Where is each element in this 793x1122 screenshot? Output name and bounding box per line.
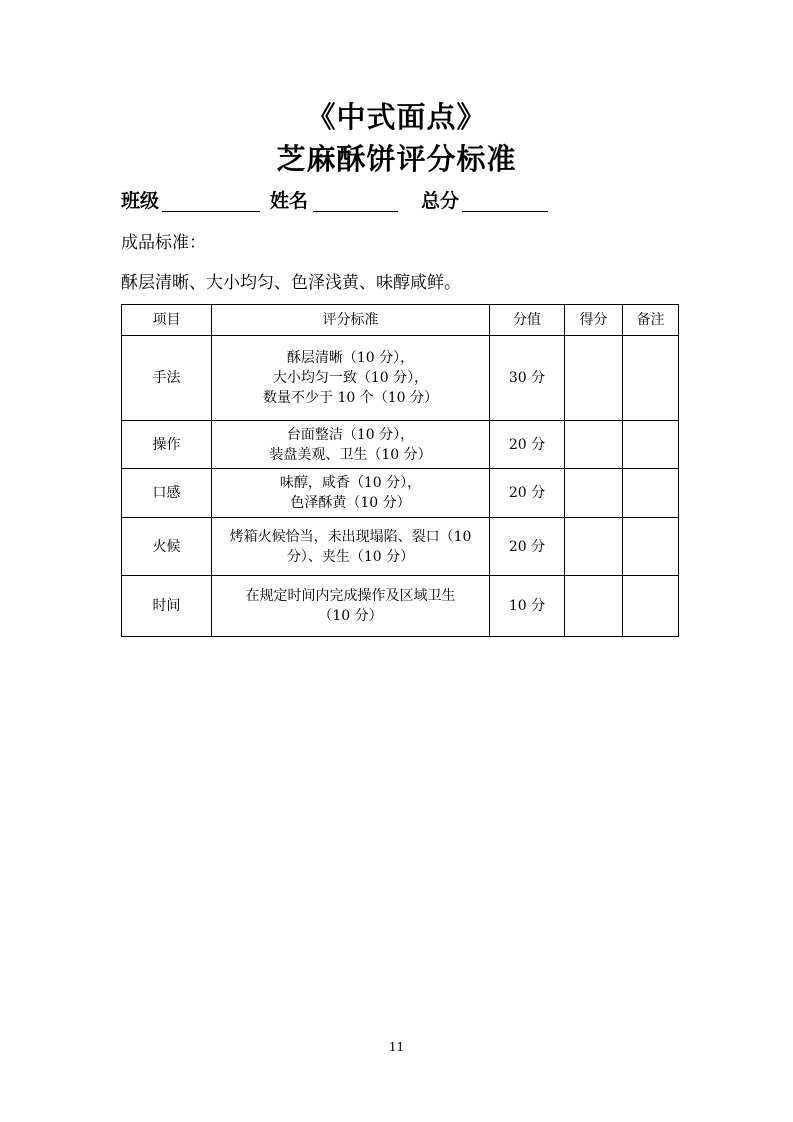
criteria-line: 数量不少于 10 个（10 分）	[263, 390, 438, 406]
row-score-cell[interactable]	[565, 518, 623, 576]
criteria-line: 烤箱火候恰当，未出现塌陷、裂口（10	[229, 528, 472, 545]
section-label: 成品标准：	[121, 233, 206, 253]
row-note-cell[interactable]	[623, 421, 679, 469]
criteria-line: 台面整洁（10 分），	[286, 426, 415, 443]
criteria-line: 色泽酥黄（10 分）	[290, 495, 411, 511]
table-row	[122, 469, 679, 518]
criteria-line: （10 分）	[318, 608, 383, 624]
class-field[interactable]	[121, 187, 159, 215]
row-criteria	[212, 336, 490, 421]
row-criteria	[212, 576, 490, 637]
header-item: 项目	[122, 305, 212, 336]
row-item: 火候	[122, 518, 212, 576]
row-points: 20 分	[490, 469, 565, 518]
header-note: 备注	[623, 305, 679, 336]
row-score-cell[interactable]	[565, 469, 623, 518]
criteria-line: 在规定时间内完成操作及区域卫生	[245, 588, 456, 604]
row-item: 口感	[122, 469, 212, 518]
document-subtitle: 芝麻酥饼评分标准	[276, 142, 517, 176]
row-score-cell[interactable]	[565, 336, 623, 421]
row-item: 操作	[122, 421, 212, 469]
criteria-line: 大小均匀一致（10 分），	[272, 370, 429, 386]
row-item: 时间	[122, 576, 212, 637]
name-label: 姓名	[270, 190, 309, 212]
row-points: 20 分	[490, 421, 565, 469]
name-field[interactable]	[270, 187, 308, 215]
table-row	[122, 421, 679, 469]
document-title: 《中式面点》	[306, 100, 487, 134]
section-text: 酥层清晰、大小均匀、色泽浅黄、味醇咸鲜。	[121, 273, 461, 293]
criteria-line: 酥层清晰（10 分），	[286, 350, 415, 366]
row-note-cell[interactable]	[623, 576, 679, 637]
row-criteria	[212, 469, 490, 518]
row-points: 20 分	[490, 518, 565, 576]
total-score-label: 总分	[421, 190, 460, 212]
row-note-cell[interactable]	[623, 518, 679, 576]
row-item: 手法	[122, 336, 212, 421]
row-note-cell[interactable]	[623, 336, 679, 421]
row-points: 10 分	[490, 576, 565, 637]
row-score-cell[interactable]	[565, 421, 623, 469]
page-number: 11	[388, 1040, 405, 1054]
row-criteria	[212, 421, 490, 469]
criteria-line: 分）、夹生（10 分）	[286, 548, 415, 565]
scoring-table	[121, 304, 679, 637]
table-row	[122, 336, 679, 421]
total-score-field[interactable]	[421, 187, 459, 215]
criteria-line: 味醇，咸香（10 分），	[279, 475, 422, 491]
row-note-cell[interactable]	[623, 469, 679, 518]
header-criteria: 评分标准	[212, 305, 490, 336]
table-row	[122, 576, 679, 637]
table-row	[122, 518, 679, 576]
header-score: 得分	[565, 305, 623, 336]
row-criteria	[212, 518, 490, 576]
header-points: 分值	[490, 305, 565, 336]
row-score-cell[interactable]	[565, 576, 623, 637]
class-label: 班级	[121, 190, 160, 212]
table-header-row	[122, 305, 679, 336]
row-points: 30 分	[490, 336, 565, 421]
criteria-line: 装盘美观、卫生（10 分）	[269, 446, 432, 463]
